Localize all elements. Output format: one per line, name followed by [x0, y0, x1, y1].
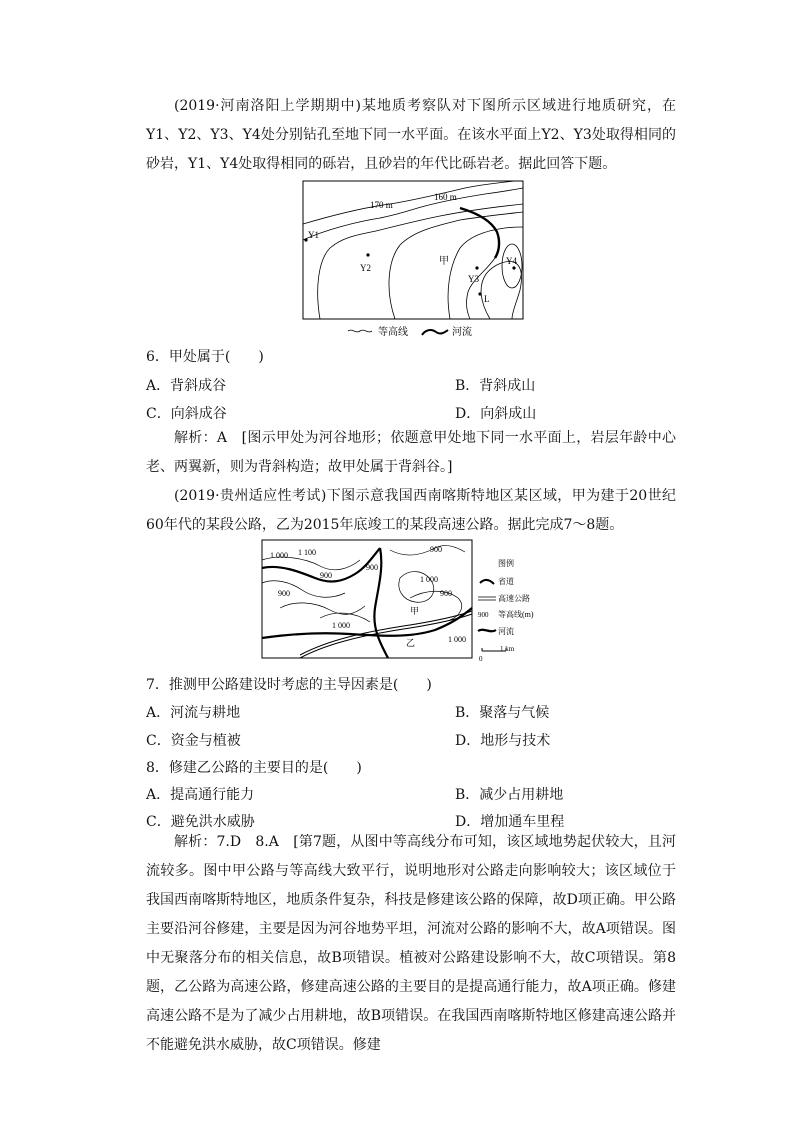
legend-title: 图例	[498, 559, 514, 568]
question-6-stem: 6．甲处属于( )	[146, 349, 264, 365]
scale-km: 1 km	[500, 645, 515, 653]
label-y3: Y3	[468, 274, 479, 284]
question-7-stem: 7．推测甲公路建设时考虑的主导因素是( )	[146, 677, 432, 693]
question-8-option-c: C．避免洪水威胁	[146, 814, 255, 830]
question-7-option-a: A．河流与耕地	[146, 705, 241, 721]
contour-label-170: 170 m	[370, 200, 393, 210]
contour-900-b: 900	[320, 571, 332, 580]
question-7-option-d: D．地形与技术	[455, 733, 551, 749]
label-y2: Y2	[360, 263, 371, 273]
label-y1: Y1	[308, 230, 319, 240]
question-8-option-a: A．提高通行能力	[146, 787, 255, 803]
legend-road-symbol	[480, 580, 494, 584]
contour-900-d: 900	[430, 545, 442, 554]
karst-region-map-figure	[260, 538, 550, 668]
question-6-option-b: B．背斜成山	[455, 378, 536, 394]
legend-contour-value: 900	[478, 611, 489, 619]
point-y3	[475, 266, 478, 269]
question-8-stem: 8．修建乙公路的主要目的是( )	[146, 760, 362, 776]
question-6-option-c: C．向斜成谷	[146, 406, 227, 422]
contour-1000-d: 1 000	[448, 635, 466, 644]
geology-contour-map	[300, 180, 530, 340]
intro-paragraph-2: (2019·贵州适应性考试)下图示意我国西南喀斯特地区某区域，甲为建于20世纪60年代的某段公路，乙为2015年底竣工的某段高速公路。据此完成7～8题。	[146, 488, 676, 533]
label-jia-1: 甲	[439, 256, 449, 267]
legend-river-label-2: 河流	[498, 627, 514, 636]
analysis-6: 解析：A [图示甲处为河谷地形；依题意甲处地下同一水平面上，岩层年龄中心老、两翼新，则为背斜构造；故甲处属于背斜谷。]	[146, 430, 676, 475]
point-y2	[366, 253, 369, 256]
question-8-option-b: B．减少占用耕地	[455, 787, 564, 803]
point-l	[478, 292, 481, 295]
legend-road-label: 省道	[498, 577, 514, 586]
question-7-option-b: B．聚落与气候	[455, 705, 550, 721]
question-7-option-c: C．资金与植被	[146, 733, 241, 749]
contour-1100: 1 100	[298, 548, 316, 557]
question-8-option-d: D．增加通车里程	[455, 814, 565, 830]
contour-1000-c: 1 000	[332, 621, 350, 630]
legend-contour-label-2: 等高线(m)	[498, 610, 534, 619]
question-6-option-a: A．背斜成谷	[146, 378, 227, 394]
point-y4	[512, 266, 515, 269]
legend-contour-label: 等高线	[378, 327, 408, 338]
legend-river-symbol-2	[478, 630, 496, 632]
legend-highway-label: 高速公路	[498, 594, 530, 603]
intro-paragraph-1: (2019·河南洛阳上学期期中)某地质考察队对下图所示区域进行地质研究，在Y1、Y2、Y3、Y4处分别钻孔至地下同一水平面。在该水平面上Y2、Y3处取得相同的砂岩，Y1、Y4处取得相同的砾岩，且砂岩的年代比砾岩老。据此回答下题。	[146, 98, 676, 172]
contour-label-160: 160 m	[434, 192, 457, 202]
legend-river-symbol	[422, 330, 448, 335]
label-l: L	[484, 294, 490, 304]
analysis-7-8: 解析：7.D 8.A [第7题，从图中等高线分布可知，该区域地势起伏较大，且河流较多。图中甲公路与等高线大致平行，说明地形对公路走向影响较大；该区域位于我国西南喀斯特地区，地质条件复杂，科技是修建该公路的保障，故D项正确。甲公路主要沿河谷修建，主要是因为河谷地势平坦，河流对公路的影响不大，故A项错误。图中无聚落分布的相关信息，故B项错误。植被对公路建设影响不大，故C项错误。第8题，乙公路为高速公路，修建高速公路的主要目的是提高通行能力，故A项正确。修建高速公路不是为了减少占用耕地，故B项错误。在我国西南喀斯特地区修建高速公路并不能避免洪水威胁，故C项错误。修建	[146, 834, 676, 1053]
contour-900-e: 900	[440, 589, 452, 598]
geology-map-figure	[300, 180, 530, 344]
label-y4: Y4	[506, 256, 517, 266]
question-6-option-d: D．向斜成山	[455, 406, 537, 422]
contour-1000-a: 1 000	[270, 551, 288, 560]
karst-region-map	[260, 538, 550, 664]
legend-river-label: 河流	[452, 327, 472, 338]
label-yi: 乙	[406, 638, 416, 648]
label-jia-2: 甲	[410, 606, 420, 616]
contour-1000-b: 1 000	[420, 575, 438, 584]
contour-900-c: 900	[366, 563, 378, 572]
legend-contour-symbol	[348, 330, 372, 332]
scale-zero: 0	[479, 655, 483, 663]
contour-900-a: 900	[278, 589, 290, 598]
